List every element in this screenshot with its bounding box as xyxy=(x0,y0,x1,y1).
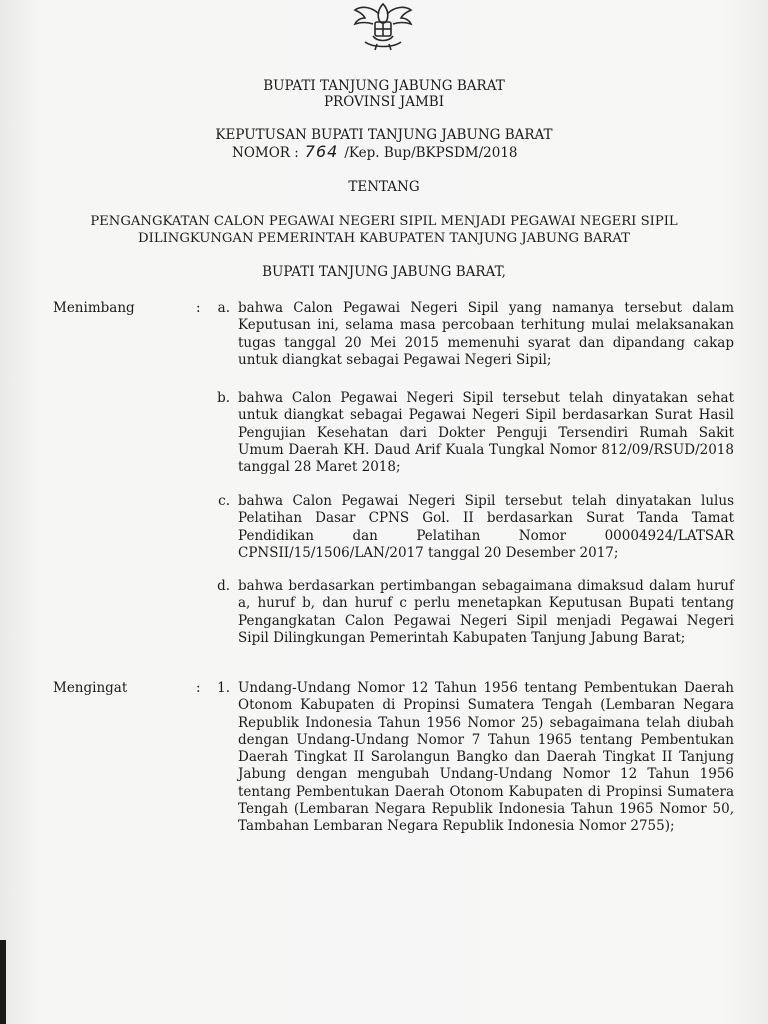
menimbang-item-text: bahwa Calon Pegawai Negeri Sipil yang namanya tersebut dalam Keputusan ini, selama masa percobaan terhitung mulai melaksanakan tugas tanggal 20 Mei 2015 memenuhi syarat dan dipandang cakap untuk diangkat sebagai Pegawai Negeri Sipil; xyxy=(238,300,734,368)
menimbang-item-letter: c. xyxy=(218,493,230,509)
subject-title-line-1: PENGANGKATAN CALON PEGAWAI NEGERI SIPIL MENJADI PEGAWAI NEGERI SIPIL xyxy=(90,214,678,229)
mengingat-item-text: Undang-Undang Nomor 12 Tahun 1956 tentang Pembentukan Daerah Otonom Kabupaten di Propinsi Sumatera Tengah (Lembaran Negara Republik Indonesia Tahun 1956 Nomor 25) sebagaimana telah diubah dengan Undang-Undang Nomor 7 Tahun 1965 tentang Pembentukan Daerah Tingkat II Sarolangun Bangko dan Daerah Tingkat II Tanjung Jabung dengan mengubah Undang-Undang Nomor 12 Tahun 1956 tentang Pembentukan Daerah Otonom Kabupaten di Propinsi Sumatera Tengah (Lembaran Negara Republik Indonesia Tahun 1965 Nomor 50, Tambahan Lembaran Negara Republik Indonesia Nomor 2755); xyxy=(238,680,734,835)
menimbang-label: Menimbang xyxy=(53,300,135,316)
garuda-emblem-icon xyxy=(351,0,415,52)
menimbang-item-letter: d. xyxy=(217,578,230,594)
decree-title: KEPUTUSAN BUPATI TANJUNG JABUNG BARAT xyxy=(215,127,553,143)
subject-title-line-2: DILINGKUNGAN PEMERINTAH KABUPATEN TANJUNG JABUNG BARAT xyxy=(138,231,630,246)
province-title: PROVINSI JAMBI xyxy=(323,94,445,110)
menimbang-item-letter: b. xyxy=(217,390,230,406)
mengingat-label: Mengingat xyxy=(53,680,128,696)
decree-number-handwritten: 764 xyxy=(304,142,339,161)
decree-number-suffix: /Kep. Bup/BKPSDM/2018 xyxy=(344,145,518,161)
menimbang-item-letter: a. xyxy=(217,300,230,316)
issuer-closing: BUPATI TANJUNG JABUNG BARAT, xyxy=(262,264,506,280)
menimbang-colon: : xyxy=(196,300,201,316)
issuer-title: BUPATI TANJUNG JABUNG BARAT xyxy=(263,78,505,94)
about-heading: TENTANG xyxy=(348,179,420,195)
mengingat-item-number: 1. xyxy=(217,680,230,696)
decree-number-prefix: NOMOR : xyxy=(232,145,299,161)
decree-number xyxy=(232,144,518,161)
menimbang-item-text: bahwa Calon Pegawai Negeri Sipil tersebut telah dinyatakan lulus Pelatihan Dasar CPNS Gol. II berdasarkan Surat Tanda Tamat Pendidikan dan Pelatihan Nomor 00004924/LATSAR CPNSII/15/1506/LAN/2017 tanggal 20 Desember 2017; xyxy=(238,493,734,561)
mengingat-colon: : xyxy=(196,680,201,696)
menimbang-item-text: bahwa berdasarkan pertimbangan sebagaimana dimaksud dalam huruf a, huruf b, dan huruf c perlu menetapkan Keputusan Bupati tentang Pengangkatan Calon Pegawai Negeri Sipil menjadi Pegawai Negeri Sipil Dilingkungan Pemerintah Kabupaten Tanjung Jabung Barat; xyxy=(238,578,734,646)
menimbang-item-text: bahwa Calon Pegawai Negeri Sipil tersebut telah dinyatakan sehat untuk diangkat sebagai Pegawai Negeri Sipil berdasarkan Surat Hasil Pengujian Kesehatan dari Dokter Penguji Tersendiri Rumah Sakit Umum Daerah KH. Daud Arif Kuala Tungkal Nomor 812/09/RSUD/2018 tanggal 28 Maret 2018; xyxy=(238,390,734,476)
scan-edge-shadow xyxy=(0,940,6,1024)
